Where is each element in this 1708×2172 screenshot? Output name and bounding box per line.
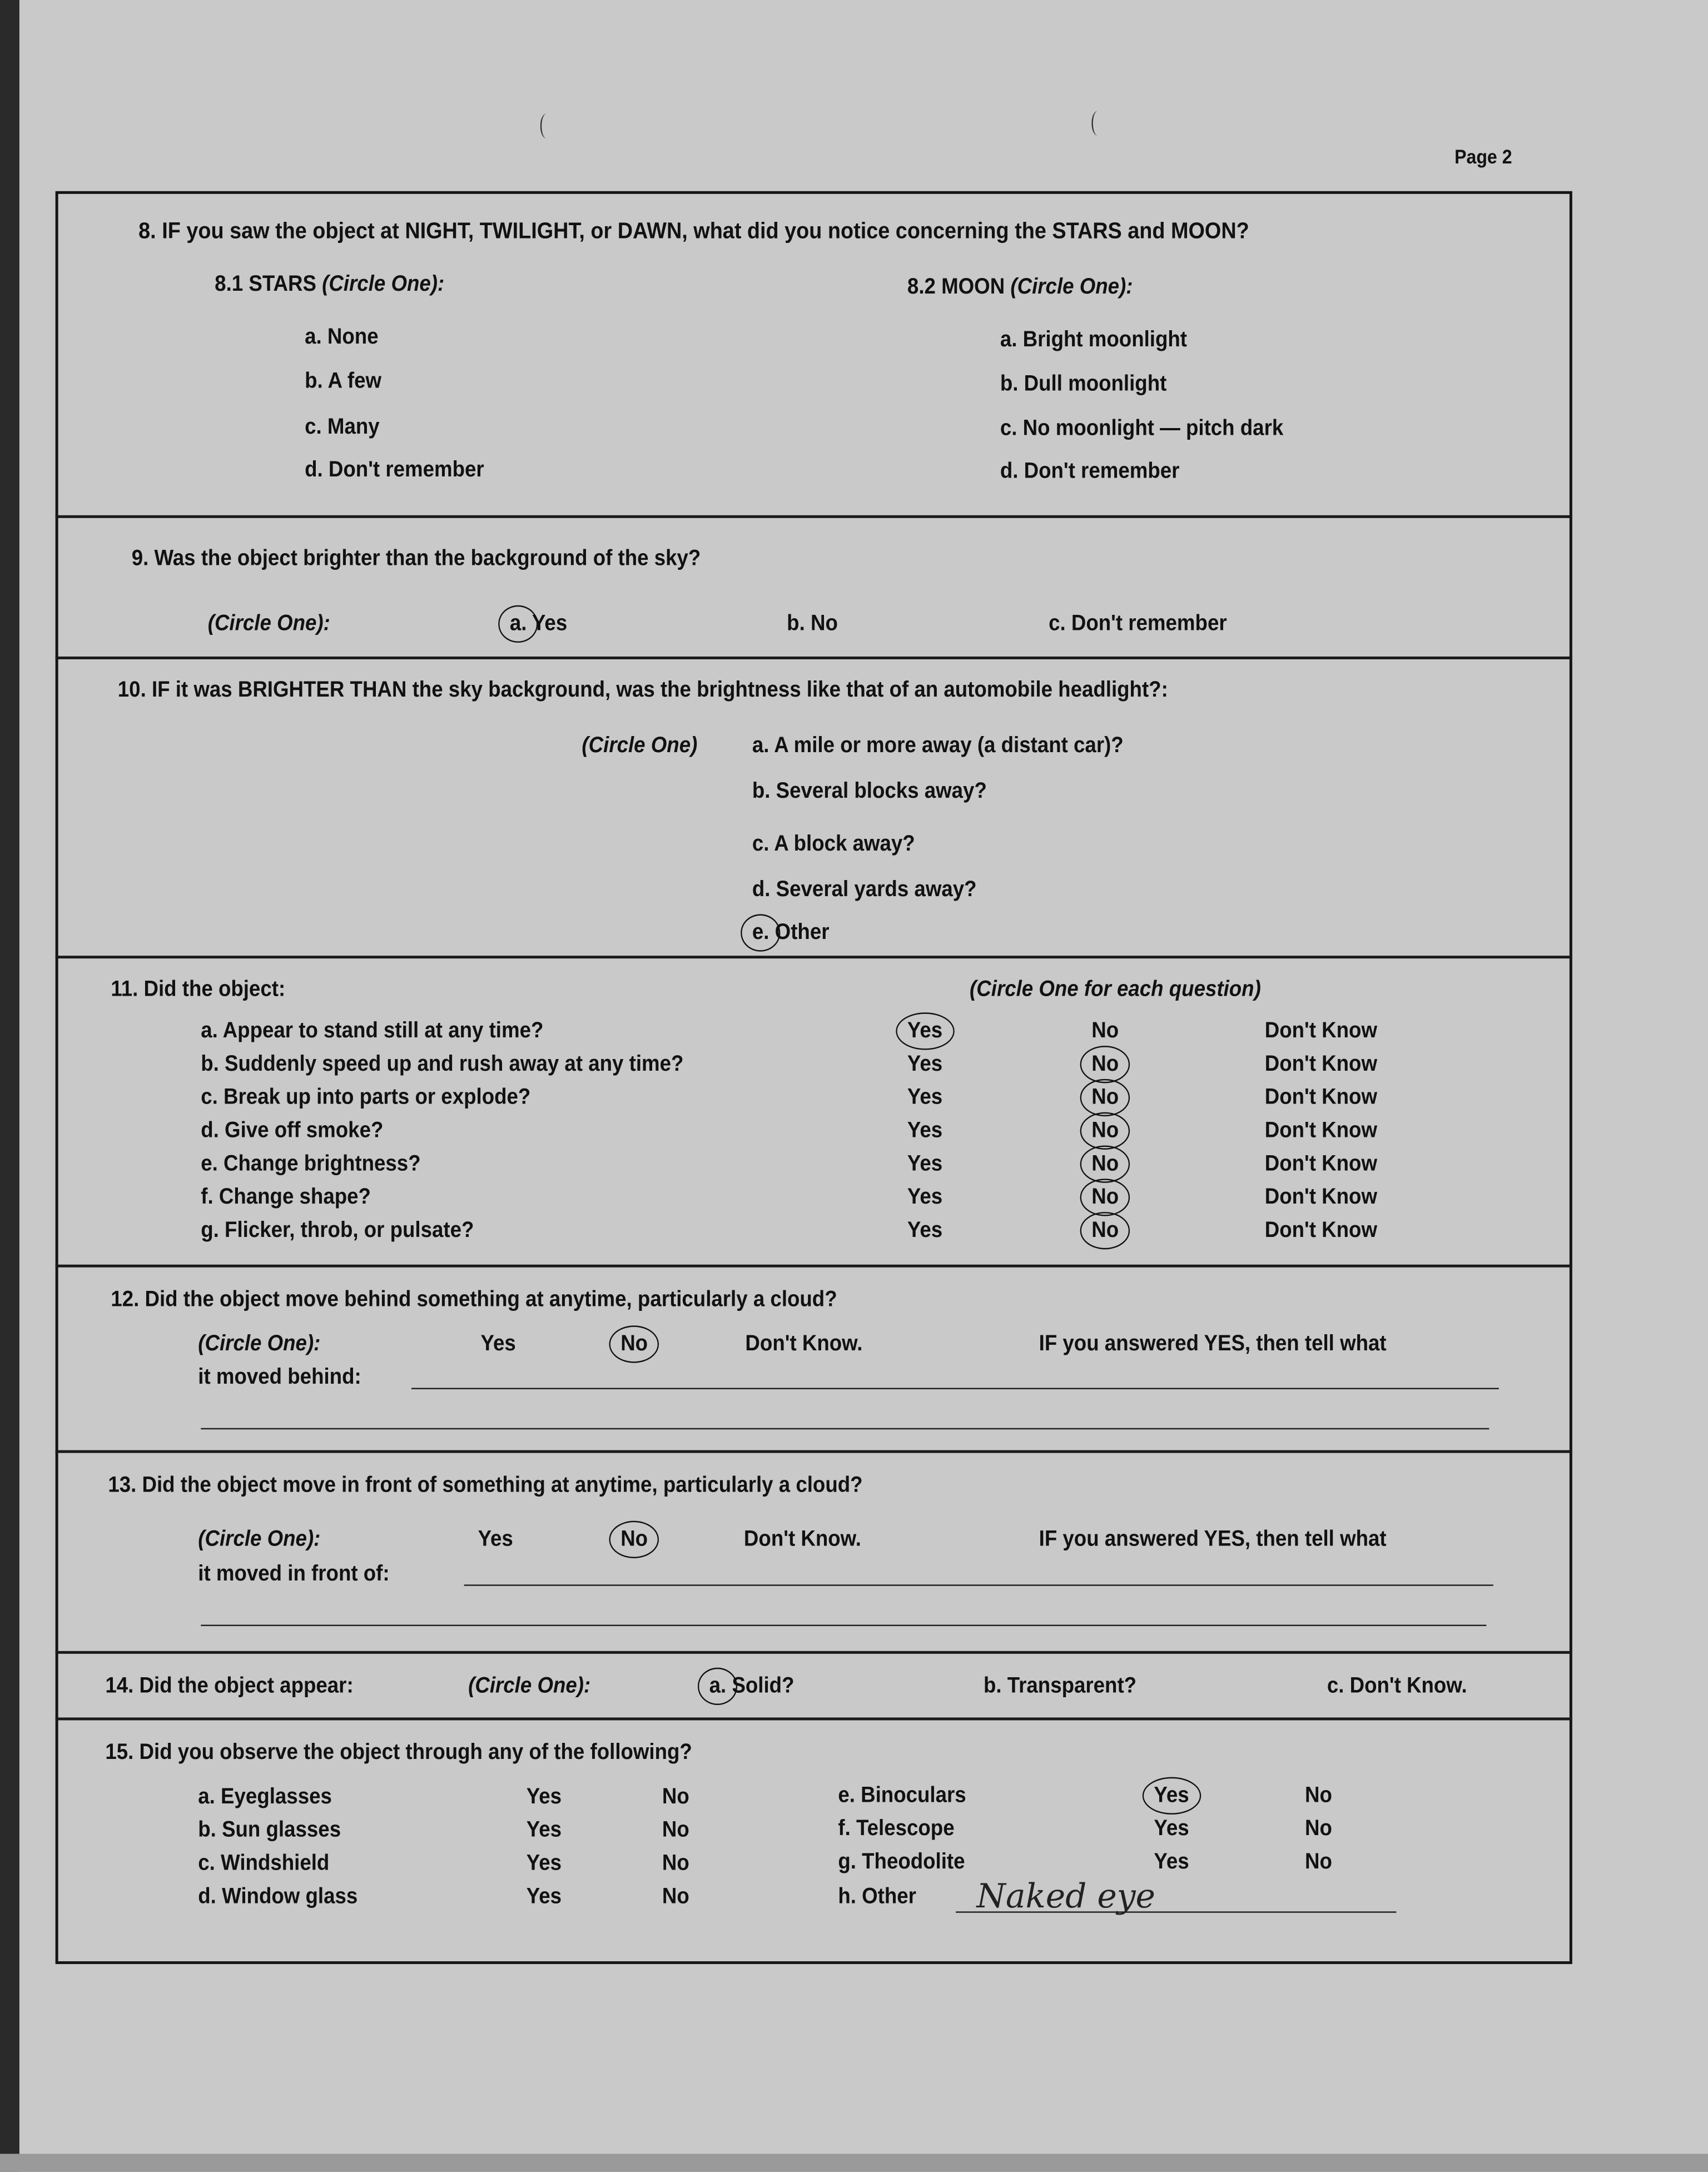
- q15-option-no[interactable]: No: [662, 1852, 689, 1876]
- q13-option-no[interactable]: No: [620, 1528, 648, 1552]
- q9-option-yes[interactable]: a. Yes: [509, 612, 568, 636]
- q10-option[interactable]: d. Several yards away?: [752, 878, 977, 902]
- q15-item-label: a. Eyeglasses: [198, 1785, 332, 1809]
- q11-option-yes[interactable]: Yes: [907, 1019, 943, 1043]
- q11-option-dont-know[interactable]: Don't Know: [1264, 1019, 1377, 1043]
- q15-item-label: g. Theodolite: [838, 1850, 965, 1874]
- q15-item-label: f. Telescope: [838, 1817, 955, 1841]
- question-8: 8. IF you saw the object at NIGHT, TWILIGHT, or DAWN, what did you notice concerning the STARS and MOON?: [138, 218, 1249, 244]
- q11-item-label: d. Give off smoke?: [201, 1119, 384, 1143]
- q15-item-label: d. Window glass: [198, 1885, 358, 1909]
- q10-option[interactable]: c. A block away?: [752, 832, 915, 856]
- q11-option-dont-know[interactable]: Don't Know: [1264, 1152, 1377, 1176]
- q8-star-option[interactable]: b. A few: [305, 370, 382, 394]
- q13-circle-label: (Circle One):: [198, 1528, 321, 1552]
- scan-edge: [0, 0, 19, 2172]
- q12-answer-line[interactable]: [411, 1388, 1499, 1389]
- q11-option-dont-know[interactable]: Don't Know: [1264, 1185, 1377, 1210]
- q14-option-transparent[interactable]: b. Transparent?: [983, 1674, 1137, 1698]
- divider: [56, 1717, 1572, 1720]
- divider: [56, 1651, 1572, 1654]
- q15-option-no[interactable]: No: [662, 1818, 689, 1842]
- q11-option-dont-know[interactable]: Don't Know: [1264, 1086, 1377, 1110]
- q12-if-yes-label: IF you answered YES, then tell what: [1039, 1332, 1387, 1356]
- q15-other-label: h. Other: [838, 1885, 916, 1909]
- q11-option-no[interactable]: No: [1091, 1086, 1119, 1110]
- q11-option-yes[interactable]: Yes: [907, 1219, 943, 1242]
- stray-mark: [1091, 111, 1104, 136]
- q9-option-no[interactable]: b. No: [787, 612, 838, 636]
- q11-option-no[interactable]: No: [1091, 1152, 1119, 1176]
- q10-option[interactable]: a. A mile or more away (a distant car)?: [752, 734, 1124, 758]
- q15-option-yes[interactable]: Yes: [1154, 1784, 1189, 1808]
- q12-circle-label: (Circle One):: [198, 1332, 321, 1356]
- q15-option-no[interactable]: No: [1304, 1850, 1332, 1874]
- q15-option-no[interactable]: No: [1304, 1784, 1332, 1808]
- q15-other-handwritten-value[interactable]: Naked eye: [976, 1876, 1155, 1916]
- divider: [56, 515, 1572, 518]
- q11-option-no[interactable]: No: [1091, 1185, 1119, 1210]
- q13-if-yes-label: IF you answered YES, then tell what: [1039, 1528, 1387, 1552]
- stray-mark: [540, 113, 553, 138]
- q15-item-label: e. Binoculars: [838, 1784, 966, 1808]
- q15-option-yes[interactable]: Yes: [1154, 1850, 1189, 1874]
- question-10: 10. IF it was BRIGHTER THAN the sky background, was the brightness like that of an automobile headlight?:: [117, 678, 1168, 703]
- divider: [56, 657, 1572, 659]
- q12-answer-line-2[interactable]: [201, 1428, 1489, 1429]
- q11-item-label: e. Change brightness?: [201, 1152, 421, 1176]
- question-9: 9. Was the object brighter than the background of the sky?: [131, 547, 701, 571]
- q8-star-option[interactable]: a. None: [305, 325, 379, 349]
- scan-edge-bottom: [0, 2154, 1708, 2171]
- q15-option-no[interactable]: No: [662, 1885, 689, 1909]
- q15-option-yes[interactable]: Yes: [526, 1785, 562, 1809]
- divider: [56, 956, 1572, 958]
- q11-option-no[interactable]: No: [1091, 1019, 1119, 1043]
- q11-option-no[interactable]: No: [1091, 1119, 1119, 1143]
- q11-option-dont-know[interactable]: Don't Know: [1264, 1219, 1377, 1242]
- q14-circle-label: (Circle One):: [468, 1674, 591, 1698]
- q15-option-yes[interactable]: Yes: [526, 1852, 562, 1876]
- q15-item-label: c. Windshield: [198, 1852, 330, 1876]
- q8-star-option[interactable]: c. Many: [305, 415, 380, 439]
- question-14: 14. Did the object appear:: [105, 1674, 354, 1698]
- divider: [56, 1450, 1572, 1453]
- question-15: 15. Did you observe the object through any of the following?: [105, 1741, 692, 1765]
- q10-circle-label: (Circle One): [582, 734, 698, 758]
- q11-item-label: f. Change shape?: [201, 1185, 371, 1210]
- q8-star-option[interactable]: d. Don't remember: [305, 458, 484, 483]
- q9-circle-label: (Circle One):: [207, 612, 330, 636]
- q13-option-dont-know[interactable]: Don't Know.: [743, 1528, 861, 1552]
- q14-option-solid[interactable]: a. Solid?: [709, 1674, 795, 1698]
- question-11: 11. Did the object:: [111, 977, 286, 1002]
- q12-option-yes[interactable]: Yes: [480, 1332, 516, 1356]
- q8-moon-option[interactable]: b. Dull moonlight: [1000, 372, 1167, 396]
- q15-option-yes[interactable]: Yes: [1154, 1817, 1189, 1841]
- q8-moon-heading: 8.2 MOON (Circle One):: [907, 275, 1133, 300]
- q11-option-yes[interactable]: Yes: [907, 1185, 943, 1210]
- q8-moon-option[interactable]: a. Bright moonlight: [1000, 328, 1188, 352]
- q9-option-dont-remember[interactable]: c. Don't remember: [1049, 612, 1227, 636]
- page-number: Page 2: [1454, 145, 1512, 168]
- q11-item-label: a. Appear to stand still at any time?: [201, 1019, 544, 1043]
- q15-item-label: b. Sun glasses: [198, 1818, 341, 1842]
- q11-circle-label: (Circle One for each question): [970, 977, 1261, 1002]
- q15-option-yes[interactable]: Yes: [526, 1818, 562, 1842]
- question-13: 13. Did the object move in front of something at anytime, particularly a cloud?: [108, 1473, 863, 1498]
- q11-item-label: b. Suddenly speed up and rush away at any time?: [201, 1052, 684, 1076]
- q11-option-no[interactable]: No: [1091, 1219, 1119, 1242]
- q11-option-dont-know[interactable]: Don't Know: [1264, 1119, 1377, 1143]
- q8-stars-heading: 8.1 STARS (Circle One):: [215, 272, 445, 297]
- q11-item-label: g. Flicker, throb, or pulsate?: [201, 1219, 474, 1242]
- q12-moved-behind-label: it moved behind:: [198, 1365, 361, 1389]
- q11-item-label: c. Break up into parts or explode?: [201, 1086, 531, 1110]
- q8-moon-option[interactable]: c. No moonlight — pitch dark: [1000, 416, 1284, 441]
- q13-option-yes[interactable]: Yes: [478, 1528, 513, 1552]
- q10-option[interactable]: b. Several blocks away?: [752, 779, 987, 804]
- q13-moved-front-label: it moved in front of:: [198, 1562, 390, 1586]
- q13-answer-line[interactable]: [464, 1584, 1493, 1585]
- divider: [56, 1265, 1572, 1268]
- question-12: 12. Did the object move behind something at anytime, particularly a cloud?: [111, 1288, 837, 1312]
- q11-option-yes[interactable]: Yes: [907, 1086, 943, 1110]
- q11-option-yes[interactable]: Yes: [907, 1052, 943, 1076]
- q15-option-no[interactable]: No: [1304, 1817, 1332, 1841]
- q12-option-dont-know[interactable]: Don't Know.: [745, 1332, 863, 1356]
- q10-option-other[interactable]: e. Other: [752, 921, 830, 945]
- q14-option-dont-know[interactable]: c. Don't Know.: [1327, 1674, 1467, 1698]
- q11-option-yes[interactable]: Yes: [907, 1152, 943, 1176]
- q13-answer-line-2[interactable]: [201, 1625, 1486, 1626]
- q15-option-no[interactable]: No: [662, 1785, 689, 1809]
- q12-option-no[interactable]: No: [620, 1332, 648, 1356]
- q11-option-yes[interactable]: Yes: [907, 1119, 943, 1143]
- q15-option-yes[interactable]: Yes: [526, 1885, 562, 1909]
- q8-moon-option[interactable]: d. Don't remember: [1000, 460, 1180, 484]
- q11-option-no[interactable]: No: [1091, 1052, 1119, 1076]
- q11-option-dont-know[interactable]: Don't Know: [1264, 1052, 1377, 1076]
